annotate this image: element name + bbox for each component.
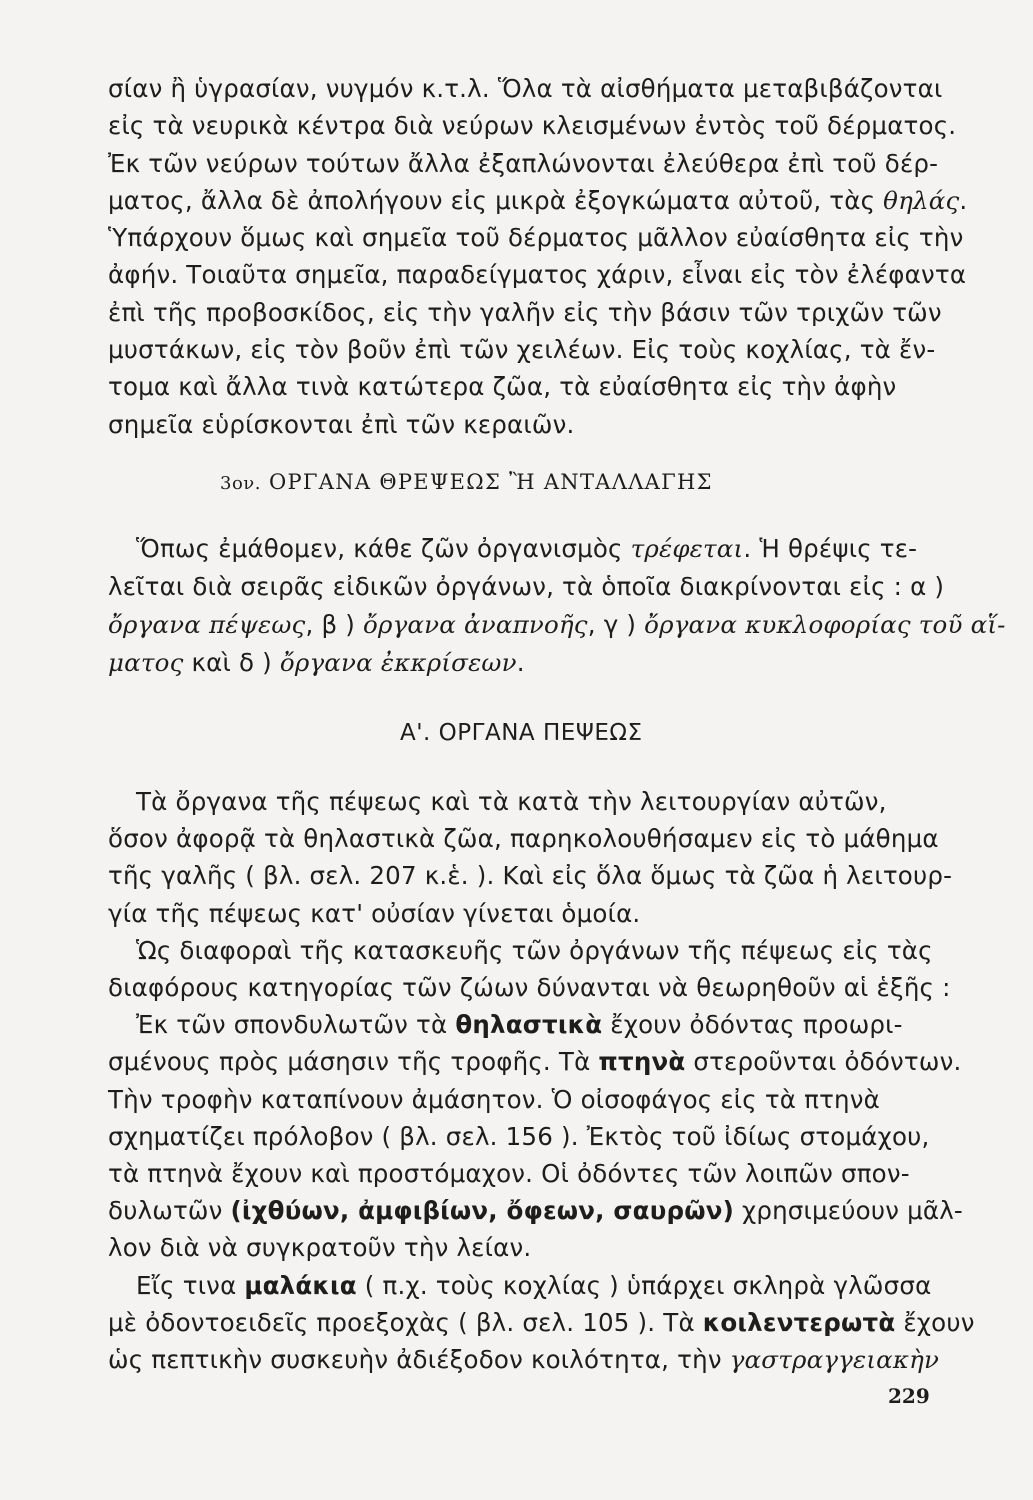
text-run: , γ ) <box>587 610 645 639</box>
text-line: Τὴν τροφὴν καταπίνουν ἀμάσητον. Ὁ οἰσοφάγος εἰς τὰ πτηνὰ <box>108 1084 881 1114</box>
italic-term: θηλάς <box>883 185 960 215</box>
text-line: Τὰ ὄργανα τῆς πέψεως καὶ τὰ κατὰ τὴν λειτουργίαν αὐτῶν, <box>136 787 887 816</box>
text-line: Ὡς διαφοραὶ τῆς κατασκευῆς τῶν ὀργάνων τῆς πέψεως εἰς τὰς <box>136 935 933 965</box>
text-line: γία τῆς πέψεως κατ' οὐσίαν γίνεται ὁμοία. <box>108 898 641 928</box>
text-line: ἀφήν. Τοιαῦτα σημεῖα, παραδείγματος χάριν, εἶναι εἰς τὸν ἐλέφαντα <box>108 260 967 290</box>
italic-term: ματος <box>108 648 184 677</box>
text-run: , β ) <box>305 610 364 639</box>
page-number: 229 <box>888 1384 930 1408</box>
text-line <box>108 644 938 682</box>
text-line: σχηματίζει πρόλοβον ( βλ. σελ. 156 ). Ἐκτὸς τοῦ ἰδίως στομάχου, <box>108 1121 930 1151</box>
top-paragraph <box>108 70 968 443</box>
text-run: σμένους πρὸς μάσησιν τῆς τροφῆς. Τὰ <box>108 1047 599 1077</box>
text-run: Ὅπως ἐμάθομεν, κάθε ζῶν ὀργανισμὸς <box>136 534 631 563</box>
text-run: . <box>516 648 525 677</box>
text-run: ὡς πεπτικὴν συσκευὴν ἀδιέξοδον κοιλότητα, τὴν <box>108 1345 730 1375</box>
text-line: τῆς γαλῆς ( βλ. σελ. 207 κ.ἑ. ). Καὶ εἰς ὅλα ὅμως τὰ ζῶα ἡ λειτουρ- <box>108 861 953 891</box>
text-run: δυλωτῶν <box>108 1196 231 1226</box>
text-line: λεῖται διὰ σειρᾶς εἰδικῶν ὀργάνων, τὰ ὁποῖα διακρίνονται εἰς : α ) <box>108 572 945 601</box>
text-line: εἰς τὰ νευρικὰ κέντρα διὰ νεύρων κλεισμένων ἐντὸς τοῦ δέρματος. <box>108 111 957 141</box>
intro-paragraph <box>108 530 1006 682</box>
text-line: διαφόρους κατηγορίας τῶν ζώων δύνανται νὰ θεωρηθοῦν αἱ ἑξῆς : <box>108 973 951 1003</box>
italic-term: ὄργανα ἐκκρίσεων <box>279 648 517 677</box>
text-line: Ὑπάρχουν ὅμως καὶ σημεῖα τοῦ δέρματος μᾶλλον εὐαίσθητα εἰς τὴν <box>108 223 964 253</box>
text-line: σημεῖα εὑρίσκονται ἐπὶ τῶν κεραιῶν. <box>108 409 575 439</box>
text-run: ἔχουν ὀδόντας προωρι- <box>602 1010 903 1040</box>
text-line <box>108 1341 938 1378</box>
italic-term: ὄργανα πέψεως <box>108 610 306 639</box>
section-number: 3ον. <box>220 473 261 494</box>
bold-term: (ἰχθύων, ἀμφιβίων, ὄφεων, σαυρῶν) <box>230 1196 734 1226</box>
bold-term: πτηνὰ <box>598 1047 686 1077</box>
italic-term: τρέφεται <box>630 534 744 563</box>
text-line <box>108 182 968 219</box>
text-line <box>108 1006 938 1043</box>
section-heading-3 <box>220 470 713 494</box>
text-run: Εἴς τινα <box>136 1270 245 1300</box>
italic-term: ὄργανα κυκλοφορίας τοῦ αἵ- <box>644 610 1006 639</box>
digestion-text <box>108 783 975 1378</box>
subsection-heading: Α'. ΟΡΓΑΝΑ ΠΕΨΕΩΣ <box>400 720 643 746</box>
italic-term: ὄργανα ἀναπνοῆς <box>363 610 588 639</box>
section-title: ΟΡΓΑΝΑ ΘΡΕΨΕΩΣ Ἢ ΑΝΤΑΛΛΑΓΗΣ <box>268 470 713 494</box>
text-line: σίαν ἢ ὑγρασίαν, νυγμόν κ.τ.λ. Ὅλα τὰ αἰσθήματα μεταβιβάζονται <box>108 74 943 103</box>
bold-term: μαλάκια <box>244 1270 357 1300</box>
bold-term: κοιλεντερωτὰ <box>702 1307 896 1337</box>
text-line <box>108 1304 975 1341</box>
text-line <box>108 1043 962 1080</box>
text-line: Ἐκ τῶν νεύρων τούτων ἄλλα ἐξαπλώνονται ἐλεύθερα ἐπὶ τοῦ δέρ- <box>108 148 939 178</box>
text-line <box>108 1267 938 1304</box>
text-run: ματος, ἄλλα δὲ ἀπολήγουν εἰς μικρὰ ἐξογκώματα αὐτοῦ, τὰς <box>108 185 884 215</box>
text-line: τὰ πτηνὰ ἔχουν καὶ προστόμαχον. Οἱ ὀδόντες τῶν λοιπῶν σπον- <box>108 1159 910 1189</box>
text-run: Ἐκ τῶν σπονδυλωτῶν τὰ <box>136 1010 456 1040</box>
text-line: ἐπὶ τῆς προβοσκίδος, εἰς τὴν γαλῆν εἰς τὴν βάσιν τῶν τριχῶν τῶν <box>108 297 942 327</box>
text-run: ἔχουν <box>895 1307 975 1337</box>
text-line <box>108 530 938 568</box>
text-run: καὶ δ ) <box>183 648 280 677</box>
bold-term: θηλαστικὰ <box>455 1010 603 1040</box>
text-line: τομα καὶ ἄλλα τινὰ κατώτερα ζῶα, τὰ εὐαίσθητα εἰς τὴν ἀφὴν <box>108 372 897 402</box>
text-run: . Ἡ θρέψις τε- <box>743 534 918 563</box>
text-run: μὲ ὀδοντοειδεῖς προεξοχὰς ( βλ. σελ. 105 ). Τὰ <box>108 1307 703 1337</box>
text-line: ὅσον ἀφορᾷ τὰ θηλαστικὰ ζῶα, παρηκολουθήσαμεν εἰς τὸ μάθημα <box>108 824 939 854</box>
italic-term: γαστραγγειακὴν <box>729 1345 940 1375</box>
text-line: μυστάκων, εἰς τὸν βοῦν ἐπὶ τῶν χειλέων. Εἰς τοὺς κοχλίας, τὰ ἔν- <box>108 335 936 365</box>
text-line <box>108 606 1006 644</box>
text-run: χρησιμεύουν μᾶλ- <box>733 1196 963 1226</box>
text-run: στεροῦνται ὀδόντων. <box>685 1047 962 1077</box>
text-line <box>108 1192 963 1229</box>
text-run: . <box>959 185 968 215</box>
text-line: λον διὰ νὰ συγκρατοῦν τὴν λείαν. <box>108 1233 532 1263</box>
text-run: ( π.χ. τοὺς κοχλίας ) ὑπάρχει σκληρὰ γλῶσσα <box>356 1270 932 1300</box>
